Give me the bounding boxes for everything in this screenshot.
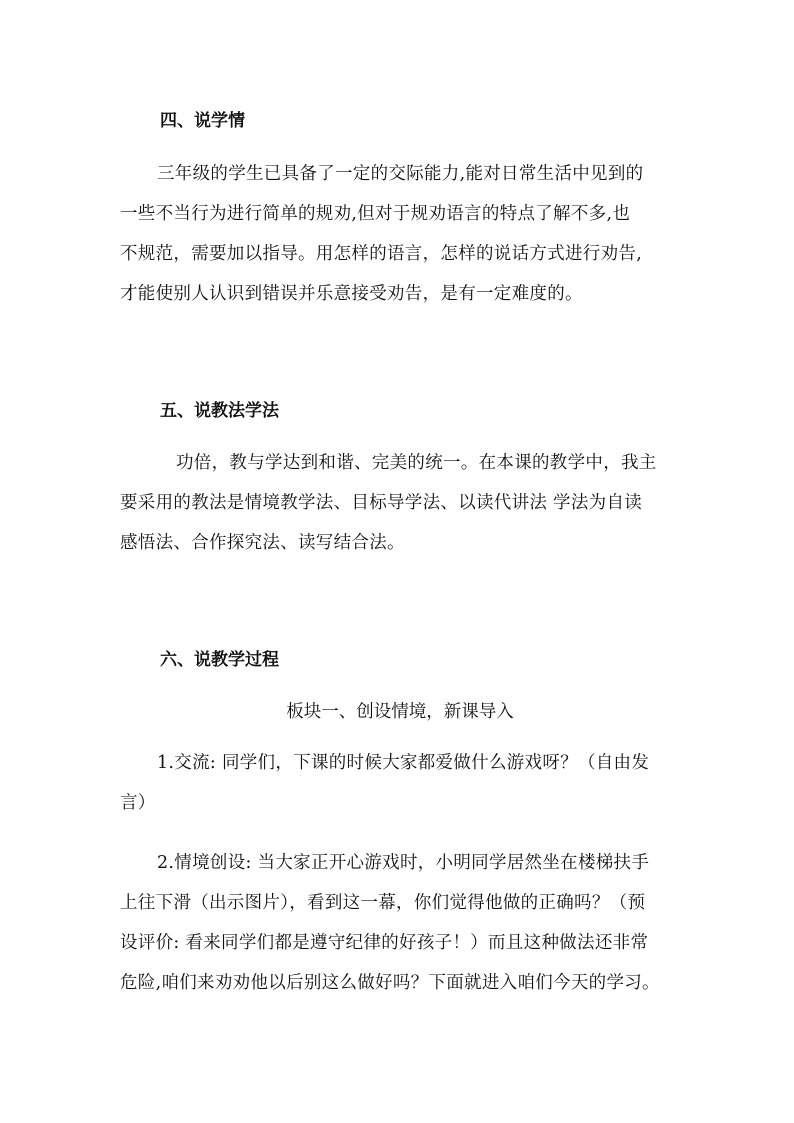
section-5-heading: 五、说教法学法 [160,401,279,421]
item-1-paragraph [120,743,680,823]
paragraph-line: 才能使别人认识到错误并乐意接受劝告，是有一定难度的。 [120,284,583,304]
paragraph-line: 功倍，教与学达到和谐、完美的统一。在本课的教学中，我主 [176,453,657,473]
paragraph-line: 危险,咱们来劝劝他以后别这么做好吗？下面就进入咱们今天的学习。 [120,973,660,993]
paragraph-line: 三年级的学生已具备了一定的交际能力,能对日常生活中见到的 [157,164,644,184]
paragraph-line: 1.交流: 同学们，下课的时候大家都爱做什么游戏呀？（自由发 [157,753,650,773]
section-6-heading: 六、说教学过程 [160,650,279,670]
paragraph-line: 感悟法、合作探究法、读写结合法。 [120,533,405,553]
section-4-heading: 四、说学情 [160,111,245,131]
paragraph-line: 一些不当行为进行简单的规劝,但对于规劝语言的特点了解不多,也 [120,204,631,224]
paragraph-line: 设评价: 看来同学们都是遵守纪律的好孩子！）而且这种做法还非常 [120,933,649,953]
paragraph-line: 要采用的教法是情境教学法、目标导学法、以读代讲法 学法为自读 [120,493,643,513]
item-2-paragraph [120,843,680,1003]
paragraph-line: 言） [120,793,156,813]
paragraph-line: 2.情境创设: 当大家正开心游戏时，小明同学居然坐在楼梯扶手 [157,853,650,873]
paragraph-line: 不规范，需要加以指导。用怎样的语言，怎样的说话方式进行劝告, [120,244,643,264]
section-4-paragraph [120,154,680,314]
paragraph-line: 上往下滑（出示图片），看到这一幕，你们觉得他做的正确吗？（预 [120,893,646,913]
section-5-paragraph [120,443,680,563]
block-title: 板块一、创设情境，新课导入 [286,702,514,722]
